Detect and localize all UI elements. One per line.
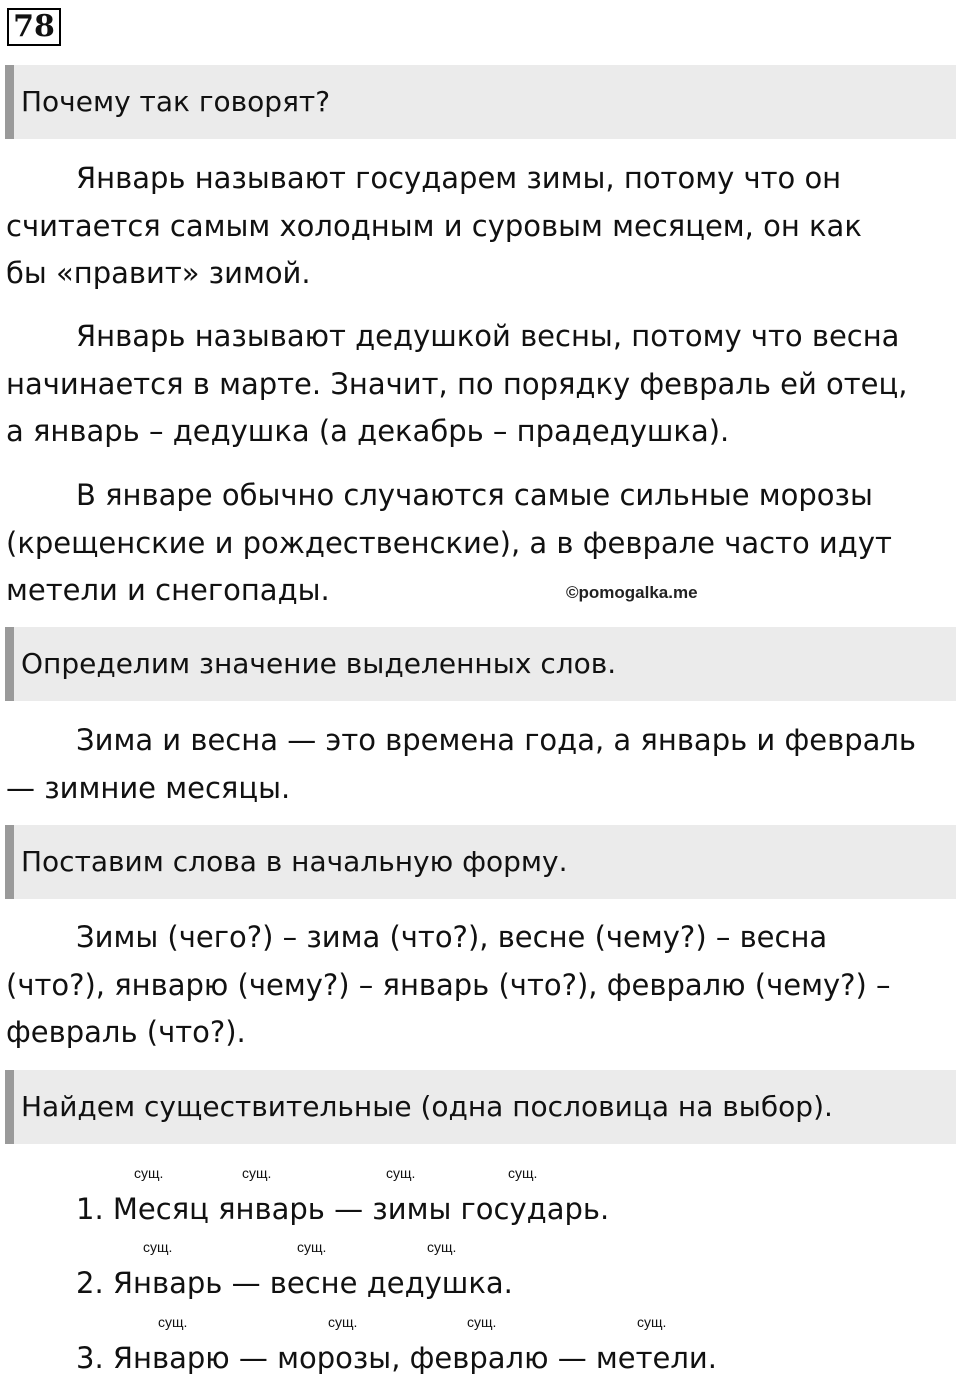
section-header-initial-form: Поставим слова в начальную форму.: [5, 825, 956, 899]
section-header-why: Почему так говорят?: [5, 65, 956, 139]
text-line: (крещенские и рождественские), а в феврале часто идут: [6, 525, 892, 560]
noun-mark: сущ.: [427, 1239, 457, 1255]
watermark: ©pomogalka.me: [566, 583, 698, 602]
section-header-nouns: Найдем существительные (одна пословица на выбор).: [5, 1070, 956, 1144]
paragraph-grandfather-of-spring: [6, 313, 951, 456]
text-line: Январь называют дедушкой весны, потому что весна: [76, 319, 900, 353]
text-line: считается самым холодным и суровым месяцем, он как: [6, 208, 862, 243]
noun-mark: сущ.: [328, 1314, 358, 1330]
paragraph-initial-form: [6, 914, 951, 1057]
text-line: а январь – дедушка (а декабрь – прадедушка).: [6, 414, 730, 448]
paragraph-meaning: [6, 717, 951, 812]
noun-mark: сущ.: [143, 1239, 173, 1255]
noun-mark: сущ.: [158, 1314, 188, 1330]
text-line: метели и снегопады.: [6, 573, 330, 607]
paragraph-frosts: [6, 472, 951, 615]
paragraph-state-of-winter: [6, 155, 951, 298]
section-header-meaning: Определим значение выделенных слов.: [5, 627, 956, 701]
text-line: В январе обычно случаются самые сильные морозы: [76, 478, 873, 512]
noun-mark: сущ.: [467, 1314, 497, 1330]
noun-mark: сущ.: [508, 1165, 538, 1181]
text-line: — зимние месяцы.: [6, 770, 291, 805]
text-line: Январь называют государем зимы, потому что он: [76, 161, 842, 195]
page-number: 78: [7, 8, 61, 46]
noun-mark: сущ.: [386, 1165, 416, 1181]
text-line: (что?), январю (чему?) – январь (что?), февралю (чему?) –: [6, 967, 891, 1002]
text-line: бы «правит» зимой.: [6, 256, 311, 290]
noun-mark: сущ.: [297, 1239, 327, 1255]
proverb-2: 2. Январь — весне дедушка.: [76, 1266, 513, 1300]
noun-mark: сущ.: [134, 1165, 164, 1181]
noun-mark: сущ.: [637, 1314, 667, 1330]
text-line: Зимы (чего?) – зима (что?), весне (чему?) – весна: [76, 920, 828, 954]
noun-mark: сущ.: [242, 1165, 272, 1181]
text-line: Зима и весна — это времена года, а январь и февраль: [76, 723, 917, 757]
proverb-1: 1. Месяц январь — зимы государь.: [76, 1192, 610, 1226]
text-line: начинается в марте. Значит, по порядку февраль ей отец,: [6, 366, 908, 401]
proverb-3: 3. Январю — морозы, февралю — метели.: [76, 1341, 717, 1375]
text-line: февраль (что?).: [6, 1015, 246, 1049]
